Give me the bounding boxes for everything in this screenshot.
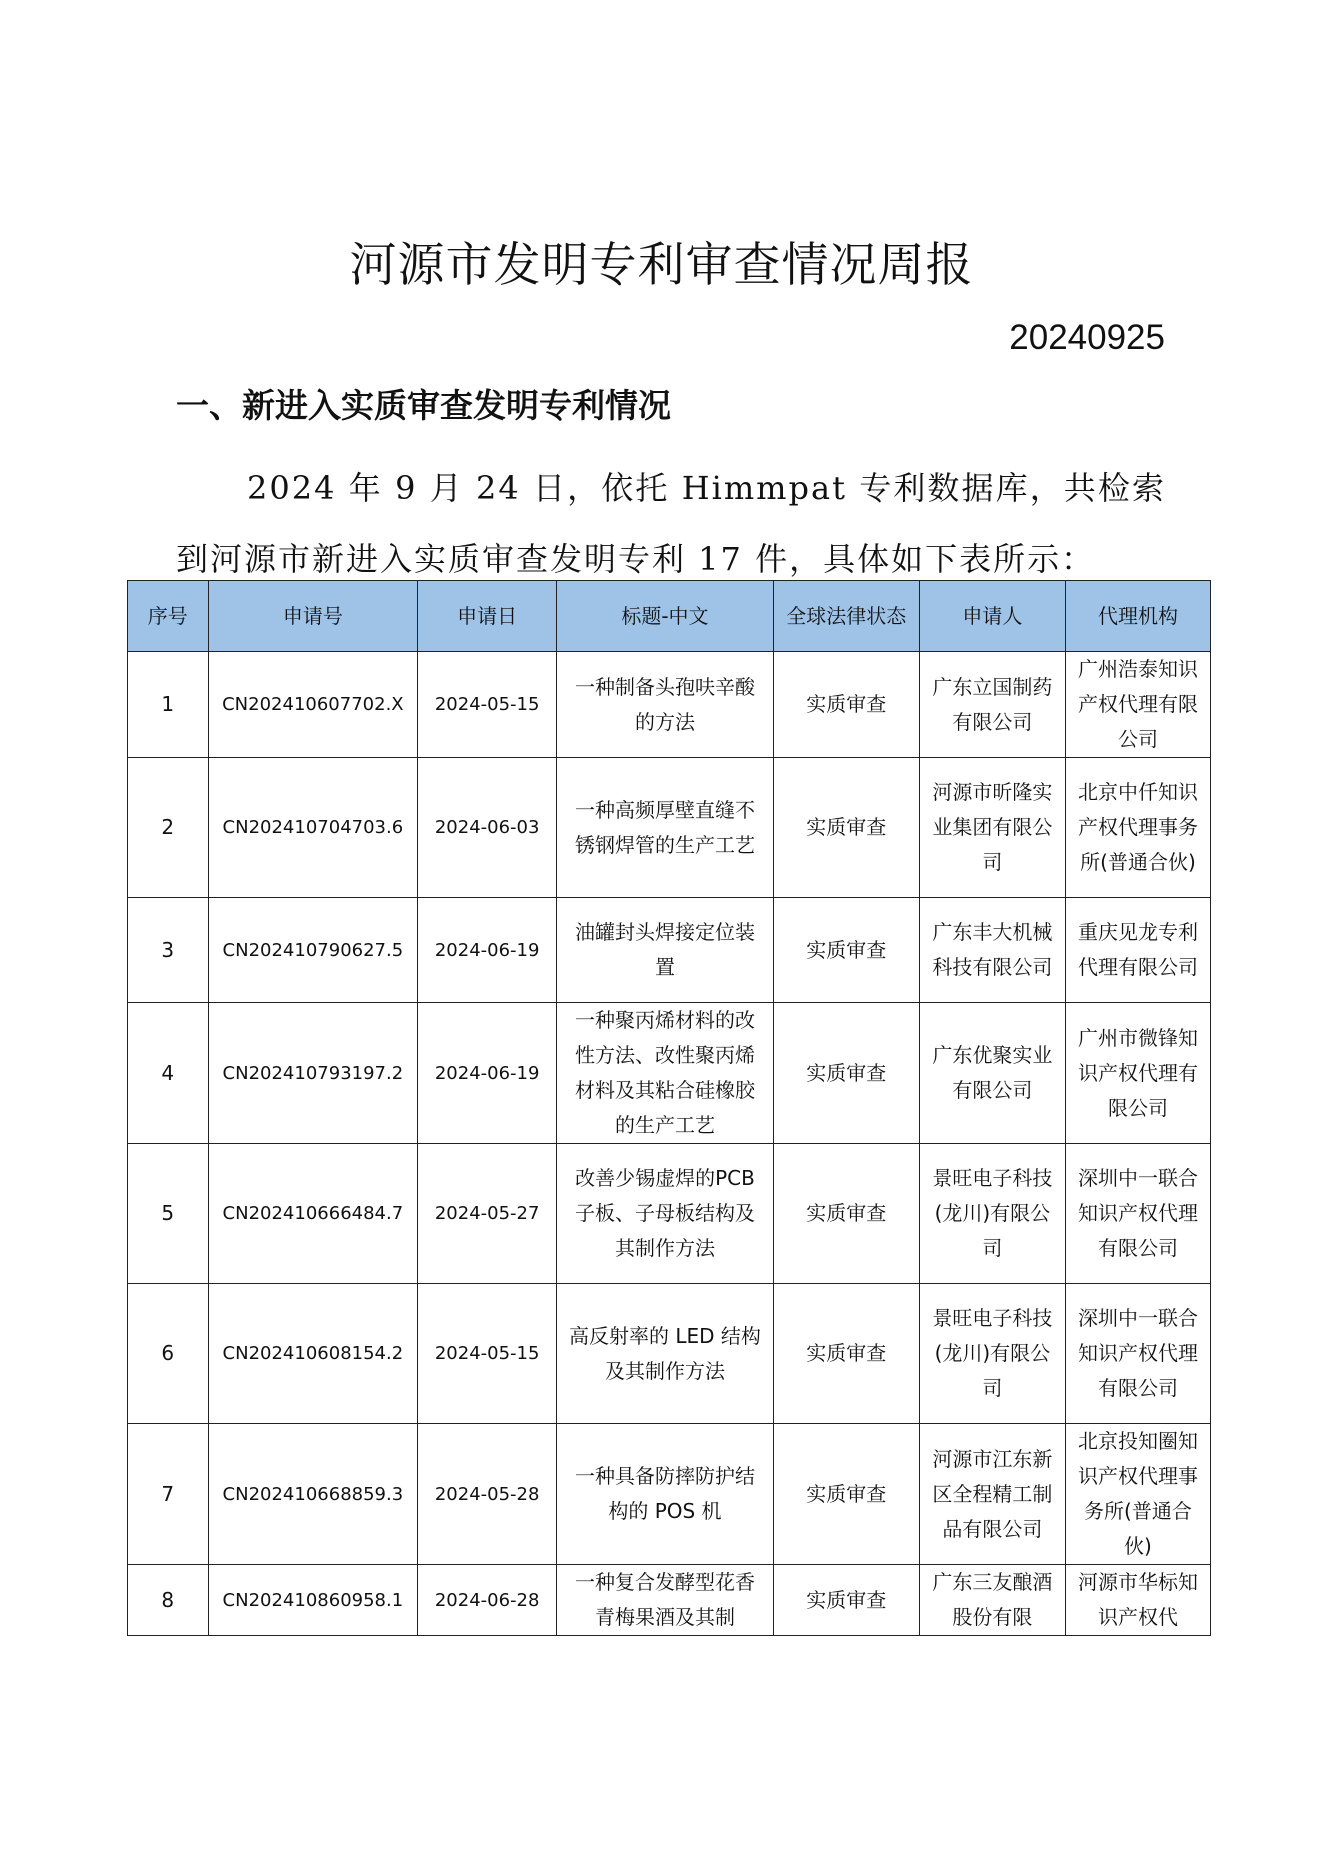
header-status: 全球法律状态 <box>773 581 919 652</box>
header-app-date: 申请日 <box>418 581 557 652</box>
cell-app-no: CN202410666484.7 <box>208 1144 418 1284</box>
table-row <box>128 758 1211 898</box>
cell-title: 改善少锡虚焊的PCB 子板、子母板结构及其制作方法 <box>557 1144 774 1284</box>
cell-title: 一种复合发酵型花香青梅果酒及其制 <box>557 1565 774 1636</box>
report-date: 20240925 <box>1009 318 1165 357</box>
cell-app-date: 2024-05-28 <box>418 1424 557 1565</box>
cell-agency: 重庆见龙专利代理有限公司 <box>1065 898 1210 1003</box>
cell-app-date: 2024-05-27 <box>418 1144 557 1284</box>
cell-index: 1 <box>128 652 209 758</box>
cell-status: 实质审查 <box>773 1565 919 1636</box>
cell-index: 6 <box>128 1284 209 1424</box>
intro-paragraph: 2024 年 9 月 24 日，依托 Himmpat 专利数据库，共检索到河源市新进入实质审查发明专利 17 件，具体如下表所示： <box>176 469 1166 578</box>
cell-title: 一种具备防摔防护结构的 POS 机 <box>557 1424 774 1565</box>
cell-app-date: 2024-06-28 <box>418 1565 557 1636</box>
page-title: 河源市发明专利审查情况周报 <box>349 238 974 293</box>
cell-applicant: 河源市昕隆实业集团有限公司 <box>919 758 1065 898</box>
table-row <box>128 1565 1211 1636</box>
cell-applicant: 景旺电子科技(龙川)有限公司 <box>919 1284 1065 1424</box>
cell-app-no: CN202410608154.2 <box>208 1284 418 1424</box>
cell-status: 实质审查 <box>773 1284 919 1424</box>
cell-status: 实质审查 <box>773 898 919 1003</box>
cell-index: 3 <box>128 898 209 1003</box>
cell-app-no: CN202410668859.3 <box>208 1424 418 1565</box>
table-row <box>128 1003 1211 1144</box>
table-row <box>128 1424 1211 1565</box>
patent-table <box>127 580 1211 1636</box>
cell-agency: 深圳中一联合知识产权代理有限公司 <box>1065 1144 1210 1284</box>
cell-app-date: 2024-05-15 <box>418 652 557 758</box>
cell-index: 4 <box>128 1003 209 1144</box>
cell-title: 高反射率的 LED 结构及其制作方法 <box>557 1284 774 1424</box>
cell-status: 实质审查 <box>773 652 919 758</box>
cell-applicant: 广东优聚实业有限公司 <box>919 1003 1065 1144</box>
header-agency: 代理机构 <box>1065 581 1210 652</box>
cell-title: 一种高频厚壁直缝不锈钢焊管的生产工艺 <box>557 758 774 898</box>
table-row <box>128 1284 1211 1424</box>
cell-title: 一种聚丙烯材料的改性方法、改性聚丙烯材料及其粘合硅橡胶的生产工艺 <box>557 1003 774 1144</box>
header-title: 标题-中文 <box>557 581 774 652</box>
cell-status: 实质审查 <box>773 758 919 898</box>
table-header-row <box>128 581 1211 652</box>
cell-agency: 北京投知圈知识产权代理事务所(普通合伙) <box>1065 1424 1210 1565</box>
cell-status: 实质审查 <box>773 1144 919 1284</box>
cell-app-no: CN202410607702.X <box>208 652 418 758</box>
cell-app-date: 2024-06-03 <box>418 758 557 898</box>
cell-applicant: 景旺电子科技(龙川)有限公司 <box>919 1144 1065 1284</box>
cell-index: 5 <box>128 1144 209 1284</box>
cell-app-date: 2024-06-19 <box>418 1003 557 1144</box>
header-applicant: 申请人 <box>919 581 1065 652</box>
cell-title: 油罐封头焊接定位装置 <box>557 898 774 1003</box>
cell-app-no: CN202410793197.2 <box>208 1003 418 1144</box>
cell-status: 实质审查 <box>773 1424 919 1565</box>
table-row <box>128 1144 1211 1284</box>
section-heading: 一、新进入实质审查发明专利情况 <box>176 386 671 425</box>
cell-agency: 河源市华标知识产权代 <box>1065 1565 1210 1636</box>
table-row <box>128 898 1211 1003</box>
header-app-no: 申请号 <box>208 581 418 652</box>
cell-applicant: 广东立国制药有限公司 <box>919 652 1065 758</box>
cell-app-no: CN202410704703.6 <box>208 758 418 898</box>
cell-agency: 北京中仟知识产权代理事务所(普通合伙) <box>1065 758 1210 898</box>
cell-app-date: 2024-05-15 <box>418 1284 557 1424</box>
cell-index: 2 <box>128 758 209 898</box>
cell-applicant: 河源市江东新区全程精工制品有限公司 <box>919 1424 1065 1565</box>
cell-applicant: 广东丰大机械科技有限公司 <box>919 898 1065 1003</box>
cell-status: 实质审查 <box>773 1003 919 1144</box>
cell-app-no: CN202410860958.1 <box>208 1565 418 1636</box>
cell-app-date: 2024-06-19 <box>418 898 557 1003</box>
cell-index: 7 <box>128 1424 209 1565</box>
cell-app-no: CN202410790627.5 <box>208 898 418 1003</box>
cell-agency: 广州市微锋知识产权代理有限公司 <box>1065 1003 1210 1144</box>
header-index: 序号 <box>128 581 209 652</box>
table-row <box>128 652 1211 758</box>
cell-index: 8 <box>128 1565 209 1636</box>
cell-agency: 深圳中一联合知识产权代理有限公司 <box>1065 1284 1210 1424</box>
cell-title: 一种制备头孢呋辛酸的方法 <box>557 652 774 758</box>
cell-applicant: 广东三友酿酒股份有限 <box>919 1565 1065 1636</box>
cell-agency: 广州浩泰知识产权代理有限公司 <box>1065 652 1210 758</box>
